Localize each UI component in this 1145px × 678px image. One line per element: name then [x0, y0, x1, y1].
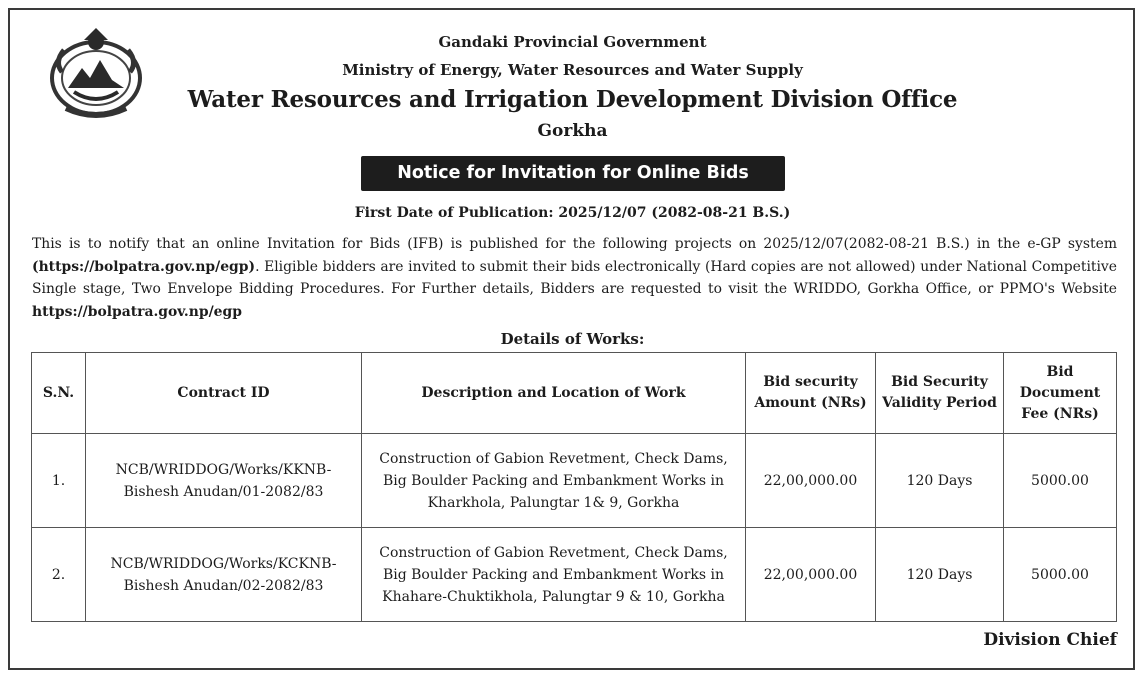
- cell-description: Construction of Gabion Revetment, Check Dams, Big Boulder Packing and Embankment Works in Kharkhola, Palungtar 1& 9, Gorkha: [362, 434, 746, 528]
- office-location: Gorkha: [537, 121, 608, 141]
- government-name: Gandaki Provincial Government: [438, 33, 707, 51]
- table-row: [32, 528, 1117, 622]
- notice-paragraph: [32, 233, 1117, 323]
- header-fee: Bid Document Fee (NRs): [1004, 353, 1117, 434]
- cell-sn: 1.: [32, 434, 86, 528]
- table-header-row: [32, 353, 1117, 434]
- office-name: Water Resources and Irrigation Development Division Office: [187, 86, 958, 113]
- cell-fee: 5000.00: [1004, 528, 1117, 622]
- table-row: [32, 434, 1117, 528]
- cell-bid-security: 22,00,000.00: [746, 434, 876, 528]
- cell-contract-id: NCB/WRIDDOG/Works/KCKNB-Bishesh Anudan/02-2082/83: [86, 528, 362, 622]
- header-description: Description and Location of Work: [362, 353, 746, 434]
- notice-banner: Notice for Invitation for Online Bids: [361, 156, 785, 191]
- header-sn: S.N.: [32, 353, 86, 434]
- header-validity: Bid Security Validity Period: [876, 353, 1004, 434]
- works-table: [31, 352, 1117, 622]
- ministry-name: Ministry of Energy, Water Resources and Water Supply: [342, 61, 803, 79]
- notice-intro: This is to notify that an online Invitation for Bids (IFB) is published for the following projects on 2025/12/07(2082-08-21 B.S.) in the e-GP system: [32, 236, 1117, 252]
- egp-link-2[interactable]: https://bolpatra.gov.np/egp: [32, 303, 242, 320]
- notice-middle: . Eligible bidders are invited to submit their bids electronically (Hard copies are not allowed) under National Competitive Single stage, Two Envelope Bidding Procedures. For Further details, Bidders are requested to visit the WRIDDO, Gorkha Office, or PPMO's Website: [32, 258, 1117, 297]
- egp-link-1[interactable]: (https://bolpatra.gov.np/egp): [32, 258, 256, 275]
- header-bid-security: Bid security Amount (NRs): [746, 353, 876, 434]
- cell-validity: 120 Days: [876, 528, 1004, 622]
- cell-contract-id: NCB/WRIDDOG/Works/KKNB-Bishesh Anudan/01-2082/83: [86, 434, 362, 528]
- details-title: Details of Works:: [500, 330, 645, 348]
- signature-division-chief: Division Chief: [983, 630, 1117, 650]
- publication-date: First Date of Publication: 2025/12/07 (2082-08-21 B.S.): [354, 205, 791, 221]
- cell-description: Construction of Gabion Revetment, Check Dams, Big Boulder Packing and Embankment Works in Khahare-Chuktikhola, Palungtar 9 & 10, Gorkha: [362, 528, 746, 622]
- cell-sn: 2.: [32, 528, 86, 622]
- cell-fee: 5000.00: [1004, 434, 1117, 528]
- cell-validity: 120 Days: [876, 434, 1004, 528]
- cell-bid-security: 22,00,000.00: [746, 528, 876, 622]
- header-contract-id: Contract ID: [86, 353, 362, 434]
